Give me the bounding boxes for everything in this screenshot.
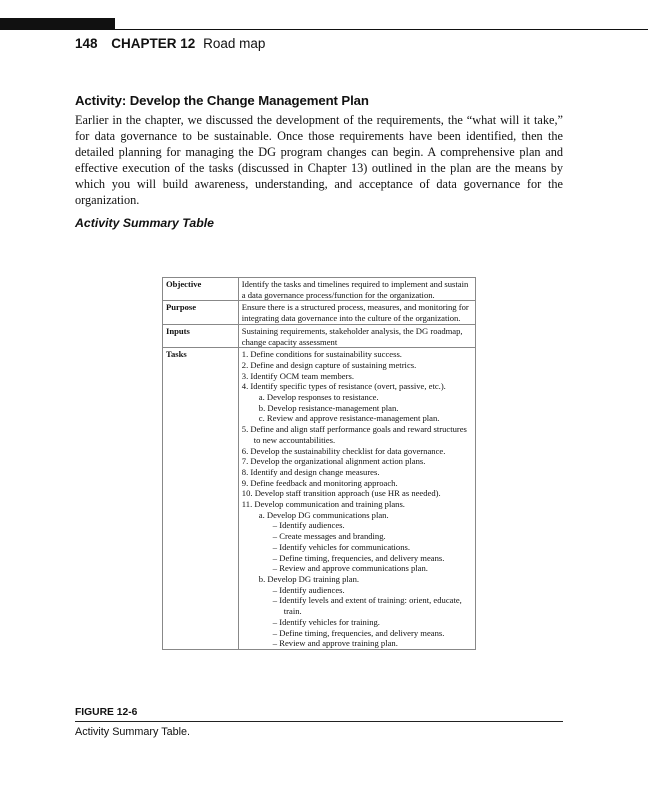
row-value: Sustaining requirements, stakeholder analysis, the DG roadmap, change capacity assessment xyxy=(238,324,475,347)
task-subsubitem: – Review and approve training plan. xyxy=(272,638,398,649)
task-item: 11. Develop communication and training plans. xyxy=(241,499,405,510)
row-label: Objective xyxy=(163,278,239,301)
table-row xyxy=(163,301,476,324)
row-label: Tasks xyxy=(163,348,239,650)
row-label: Inputs xyxy=(163,324,239,347)
task-subitem: a. Develop DG communications plan. xyxy=(258,509,389,520)
figure-rule xyxy=(75,721,563,722)
task-item: 3. Identify OCM team members. xyxy=(241,370,354,381)
task-item: 4. Identify specific types of resistance (overt, passive, etc.). xyxy=(241,381,446,392)
task-item: 9. Define feedback and monitoring approach. xyxy=(241,477,398,488)
chapter-label: CHAPTER 12 xyxy=(111,36,196,51)
task-subsubitem: – Identify audiences. xyxy=(272,584,345,595)
task-item: 2. Define and design capture of sustaining metrics. xyxy=(241,359,417,370)
activity-summary-table xyxy=(162,277,476,650)
page-number: 148 xyxy=(75,36,98,51)
table-row xyxy=(163,348,476,650)
figure-label: FIGURE 12-6 xyxy=(75,707,138,718)
task-subsubitem: – Identify audiences. xyxy=(272,520,345,531)
activity-title: Activity: Develop the Change Management Plan xyxy=(75,93,369,108)
task-item: 8. Identify and design change measures. xyxy=(241,466,380,477)
table-row xyxy=(163,324,476,347)
task-subsubitem: – Define timing, frequencies, and delivery means. xyxy=(272,552,445,563)
task-subitem: b. Develop DG training plan. xyxy=(258,573,360,584)
intro-paragraph: Earlier in the chapter, we discussed the development of the requirements, the “what will it take,” for data governance to be sustainable. Once those requirements have been identified, then the detailed planning for managing the DG program changes can begin. A comprehensive plan and effective execution of the tasks (discussed in Chapter 13) outlined in the plan are the means by which you will build awareness, understanding, and acceptance of data governance for the organization. xyxy=(75,113,563,208)
task-subitem: a. Develop responses to resistance. xyxy=(258,392,379,403)
summary-heading: Activity Summary Table xyxy=(75,216,214,230)
task-subitem: b. Develop resistance-management plan. xyxy=(258,402,399,413)
figure-caption: Activity Summary Table. xyxy=(75,726,191,738)
task-subsubitem: – Create messages and branding. xyxy=(272,531,386,542)
task-subsubitem: – Identify levels and extent of training: orient, educate, train. xyxy=(272,595,462,617)
task-item: 10. Develop staff transition approach (use HR as needed). xyxy=(241,488,441,499)
task-item: 1. Define conditions for sustainability success. xyxy=(241,349,402,360)
task-subitem: c. Review and approve resistance-management plan. xyxy=(258,413,440,424)
running-head xyxy=(75,36,265,51)
task-subsubitem: – Identify vehicles for communications. xyxy=(272,541,411,552)
task-subsubitem: – Review and approve communications plan. xyxy=(272,563,428,574)
top-bar xyxy=(0,18,115,30)
task-subsubitem: – Define timing, frequencies, and delivery means. xyxy=(272,627,445,638)
task-subsubitem: – Identify vehicles for training. xyxy=(272,616,380,627)
row-label: Purpose xyxy=(163,301,239,324)
tasks-list xyxy=(238,348,475,650)
row-value: Identify the tasks and timelines required to implement and sustain a data governance process/function for the organization. xyxy=(238,278,475,301)
section-title: Road map xyxy=(203,36,266,51)
task-item: 6. Develop the sustainability checklist for data governance. xyxy=(241,445,446,456)
task-item: 7. Develop the organizational alignment action plans. xyxy=(241,456,426,467)
top-rule xyxy=(115,29,648,30)
row-value: Ensure there is a structured process, measures, and monitoring for integrating data governance into the culture of the organization. xyxy=(238,301,475,324)
table-row xyxy=(163,278,476,301)
task-item: 5. Define and align staff performance goals and reward structures to new accountabilities. xyxy=(241,424,467,445)
